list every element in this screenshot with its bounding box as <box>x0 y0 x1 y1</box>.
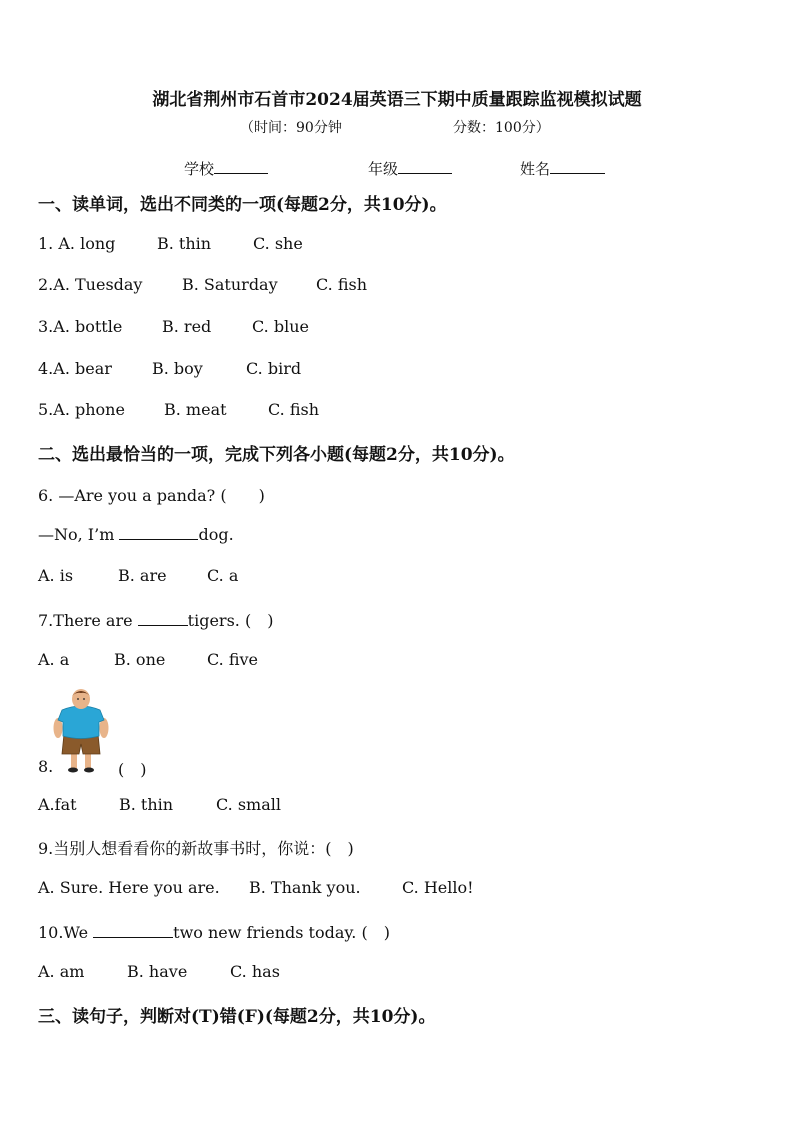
name-blank[interactable] <box>550 159 605 174</box>
q4-option-a[interactable]: A. bear <box>53 359 112 378</box>
q7-option-c[interactable]: C. five <box>207 650 259 669</box>
q10-blank[interactable] <box>93 923 173 938</box>
q6-option-c[interactable]: C. a <box>207 566 239 585</box>
q9-stem: 9.当别人想看看你的新故事书时，你说：( ) <box>38 839 354 858</box>
q4-option-b[interactable]: B. boy <box>152 359 203 378</box>
grade-label: 年级 <box>368 160 399 178</box>
q10-options <box>38 962 280 981</box>
page-title: 湖北省荆州市石首市2024届英语三下期中质量跟踪监视模拟试题 <box>152 90 642 110</box>
q8-option-b[interactable]: B. thin <box>119 795 174 814</box>
q1-option-a[interactable]: A. long <box>58 234 116 253</box>
q5-option-a[interactable]: A. phone <box>53 400 125 419</box>
q9-option-a[interactable]: A. Sure. Here you are. <box>38 878 220 897</box>
q10-option-c[interactable]: C. has <box>230 962 280 981</box>
q3-option-b[interactable]: B. red <box>162 317 212 336</box>
q7-options <box>38 650 259 669</box>
q7-stem-end: tigers. ( ) <box>187 611 274 630</box>
fat-boy-illustration <box>52 688 110 774</box>
q9-options <box>38 878 474 897</box>
q8-option-a[interactable]: A.fat <box>38 795 77 814</box>
q7-option-a[interactable]: A. a <box>38 650 70 669</box>
grade-blank[interactable] <box>398 159 452 174</box>
q4-option-c[interactable]: C. bird <box>246 359 302 378</box>
q5-option-b[interactable]: B. meat <box>164 400 227 419</box>
q6-option-b[interactable]: B. are <box>118 566 167 585</box>
question-5 <box>38 400 320 419</box>
q5-option-c[interactable]: C. fish <box>268 400 320 419</box>
q6-option-a[interactable]: A. is <box>38 566 74 585</box>
section1-heading: 一、读单词，选出不同类的一项(每题2分，共10分)。 <box>38 195 447 215</box>
q8-number: 8. <box>38 757 54 776</box>
q2-option-c[interactable]: C. fish <box>316 275 368 294</box>
school-label: 学校 <box>184 160 215 178</box>
question-4 <box>38 359 302 378</box>
q8-option-c[interactable]: C. small <box>216 795 281 814</box>
q10-stem <box>38 920 390 943</box>
q8-line <box>38 757 147 779</box>
school-field <box>184 158 268 179</box>
q10-stem-end: two new friends today. ( ) <box>173 923 390 942</box>
name-label: 姓名 <box>520 160 551 178</box>
q6-stem-line2 <box>38 525 234 544</box>
q3-option-c[interactable]: C. blue <box>252 317 309 336</box>
q6-options <box>38 566 239 585</box>
q2-option-b[interactable]: B. Saturday <box>182 275 278 294</box>
q8-answer-paren[interactable]: ( ) <box>118 760 147 779</box>
section2-heading: 二、选出最恰当的一项，完成下列各小题(每题2分，共10分)。 <box>38 445 515 465</box>
q3-option-a[interactable]: A. bottle <box>53 317 123 336</box>
q9-option-b[interactable]: B. Thank you. <box>249 878 361 897</box>
q10-stem-start: 10.We <box>38 923 94 942</box>
q7-stem-start: 7.There are <box>38 611 138 630</box>
question-2 <box>38 275 368 294</box>
q6-stem-start: —No, I’m <box>38 525 120 544</box>
q1-option-b[interactable]: B. thin <box>157 234 212 253</box>
q7-option-b[interactable]: B. one <box>114 650 166 669</box>
q6-stem-end: dog. <box>198 525 234 544</box>
q2-option-a[interactable]: A. Tuesday <box>53 275 143 294</box>
question-3 <box>38 317 309 336</box>
q3-number: 3. <box>38 317 54 336</box>
q10-option-a[interactable]: A. am <box>38 962 85 981</box>
q4-number: 4. <box>38 359 54 378</box>
q9-option-c[interactable]: C. Hello! <box>402 878 474 897</box>
q1-option-c[interactable]: C. she <box>253 234 303 253</box>
q6-stem-line1: 6. —Are you a panda? ( ) <box>38 486 265 505</box>
q5-number: 5. <box>38 400 54 419</box>
q1-number: 1. <box>38 234 59 253</box>
school-blank[interactable] <box>214 159 268 174</box>
q10-option-b[interactable]: B. have <box>127 962 188 981</box>
q8-options <box>38 795 281 814</box>
exam-score: 分数：100分） <box>453 120 550 136</box>
q6-blank[interactable] <box>119 525 198 540</box>
section3-heading: 三、读句子，判断对(T)错(F)(每题2分，共10分)。 <box>38 1007 436 1027</box>
question-1 <box>38 234 303 253</box>
q2-number: 2. <box>38 275 54 294</box>
q7-blank[interactable] <box>138 611 188 626</box>
exam-time: （时间：90分钟 <box>240 120 342 136</box>
q7-stem <box>38 608 273 631</box>
grade-field <box>368 158 452 179</box>
name-field <box>520 158 605 179</box>
